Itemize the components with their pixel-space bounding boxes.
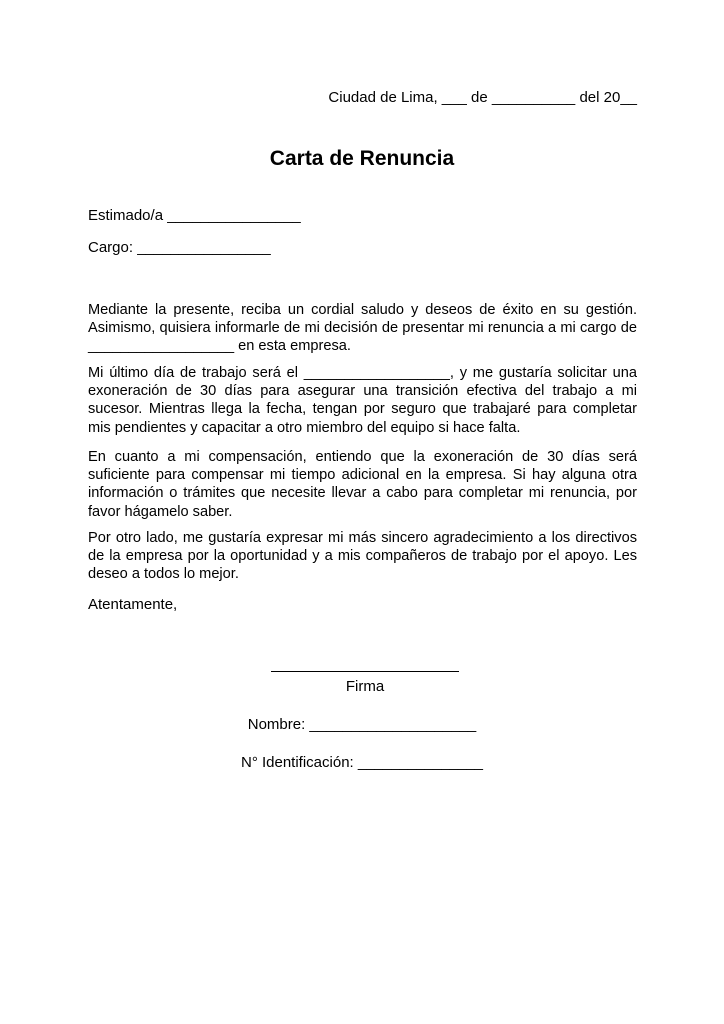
letter-title: Carta de Renuncia	[269, 147, 455, 170]
body-paragraph: Mi último día de trabajo será el __________________, y me gustaría solicitar una exoneración de 30 días para asegurar una transición efectiva del trabajo a mi sucesor. Mientras llega la fecha, tengan por seguro que trabajaré para completar mis pendientes y capacitar a otro miembro del equipo si hace falta.	[88, 365, 637, 436]
recipient-greeting: Estimado/a ________________	[88, 207, 301, 224]
name-field: Nombre: ____________________	[247, 716, 477, 733]
body-paragraph: En cuanto a mi compensación, entiendo que la exoneración de 30 días será suficiente para compensar mi tiempo adicional en la empresa. Si hay alguna otra información o trámites que necesite llevar a cabo para completar mi renuncia, por favor hágamelo saber.	[88, 449, 637, 520]
date-line: Ciudad de Lima, ___ de __________ del 20__	[328, 89, 637, 106]
body-paragraph: Mediante la presente, reciba un cordial saludo y deseos de éxito en su gestión. Asimismo, quisiera informarle de mi decisión de presentar mi renuncia a mi cargo de __________________ en esta empresa.	[88, 302, 637, 355]
closing-phrase: Atentamente,	[88, 596, 178, 613]
signature-line	[271, 671, 459, 672]
body-paragraph: Por otro lado, me gustaría expresar mi más sincero agradecimiento a los directivos de la empresa por la oportunidad y a mis compañeros de trabajo por el apoyo. Les deseo a todos lo mejor.	[88, 530, 637, 583]
recipient-position: Cargo: ________________	[88, 239, 271, 256]
id-field: N° Identificación: _______________	[240, 754, 484, 771]
signature-label: Firma	[345, 678, 385, 695]
